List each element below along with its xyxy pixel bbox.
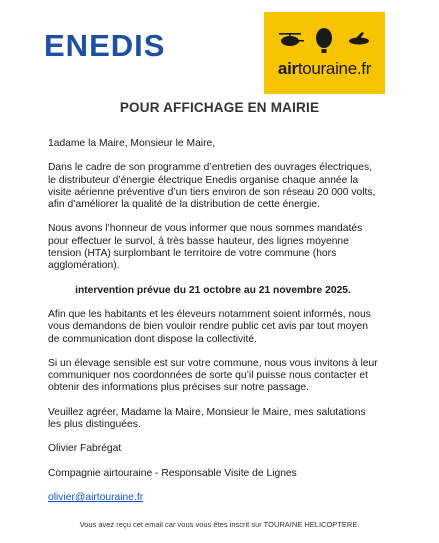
- salutation: 1adame la Maire, Monsieur le Maire,: [48, 138, 216, 149]
- signature-role: Compagnie airtouraine - Responsable Visite de Lignes: [48, 467, 297, 479]
- paragraph: Si un élevage sensible est sur votre commune, nous vous invitons à leur communiquer nos coordonnées de sorte qu’il puisse nous contacter et obtenir des informations plus précises sur notre passage.: [48, 357, 378, 394]
- email-link[interactable]: olivier@airtouraine.fr: [48, 491, 144, 503]
- paragraph: Veuillez agréer, Madame la Maire, Monsieur le Maire, mes salutations les plus distinguées.: [48, 406, 366, 431]
- paragraph: Dans le cadre de son programme d’entretien des ouvrages électriques, le distributeur d’énergie électrique Enedis organise chaque année la visite aérienne préventive d’un tiers environ de son réseau 20 000 volts, afin d’améliorer la qualité de la distribution de cette énergie.: [48, 162, 376, 211]
- page-title: POUR AFFICHAGE EN MAIRIE: [119, 100, 320, 115]
- airtouraine-wordmark: airtouraine.fr: [277, 59, 372, 78]
- airtouraine-logo: [264, 12, 385, 94]
- paragraph: Nous avons l’honneur de vous informer que nous sommes mandatés pour effectuer le survol, à très basse hauteur, des lignes moyenne tension (HTA) surplombant le territoire de votre commune (hors agglomération).: [48, 223, 363, 272]
- enedis-logo: ENEDIS: [44, 28, 166, 63]
- footer-note: Vous avez reçu cet email car vous vous êtes inscrit sur TOURAINE HELICOPTERE.: [79, 520, 360, 529]
- intervention-dates: intervention prévue du 21 octobre au 21 novembre 2025.: [75, 284, 351, 296]
- signature-name: Olivier Fabrégat: [48, 443, 122, 455]
- signature-email-line: [48, 492, 378, 504]
- aircraft-icons: [276, 26, 373, 56]
- paragraph: Afin que les habitants et les éleveurs notamment soient informés, nous vous demandons de bien vouloir rendre public cet avis par tout moyen de communication dont dispose la collectivité.: [48, 308, 371, 345]
- letter-body: [48, 138, 378, 516]
